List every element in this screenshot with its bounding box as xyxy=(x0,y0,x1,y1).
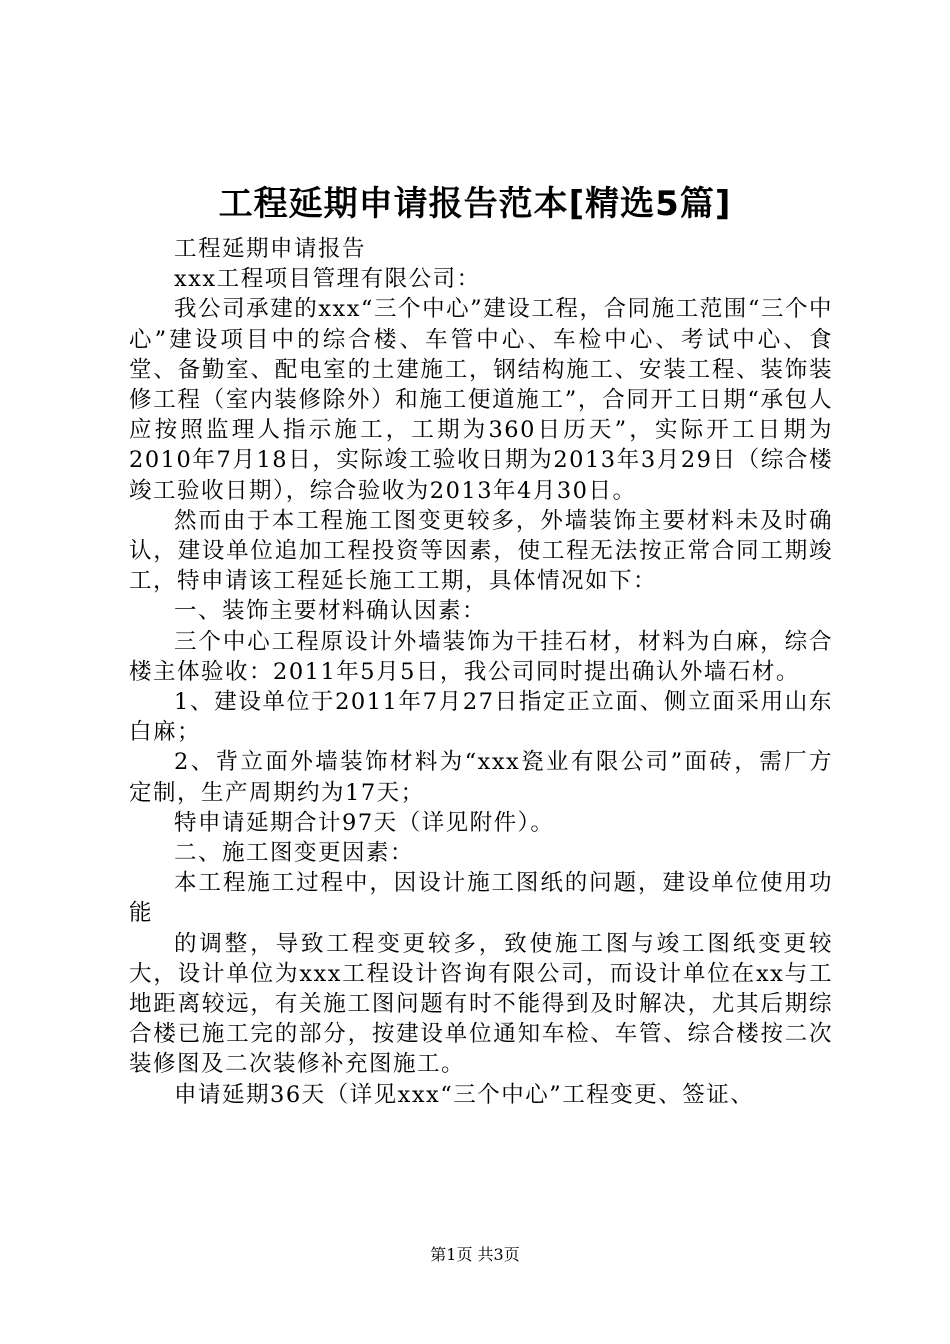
paragraph: 一、装饰主要材料确认因素： xyxy=(174,598,487,625)
paragraph: 特申请延期合计97天（详见附件）。 xyxy=(174,809,555,836)
paragraph: 工程延期申请报告 xyxy=(174,236,367,262)
paragraph: xxx工程项目管理有限公司： xyxy=(174,266,481,293)
paragraph: 本工程施工过程中，因设计施工图纸的问题，建设单位使用功能 xyxy=(129,870,833,927)
paragraph: 二、施工图变更因素： xyxy=(174,840,415,867)
paragraph: 1、建设单位于2011年7月27日指定正立面、侧立面采用山东白麻； xyxy=(129,689,833,746)
paragraph: 申请延期36天（详见xxx“三个中心”工程变更、签证、 xyxy=(174,1081,755,1108)
document-body xyxy=(129,234,833,1110)
page-number-footer: 第1页 共3页 xyxy=(430,1245,520,1264)
document-title: 工程延期申请报告范本[精选5篇] xyxy=(218,184,732,224)
paragraph: 然而由于本工程施工图变更较多，外墙装饰主要材料未及时确认，建设单位追加工程投资等因素，使工程无法按正常合同工期竣工，特申请该工程延长施工工期，具体情况如下： xyxy=(129,507,833,595)
paragraph: 2、背立面外墙装饰材料为“xxx瓷业有限公司”面砖，需厂方定制，生产周期约为17天； xyxy=(129,749,833,806)
paragraph: 我公司承建的xxx“三个中心”建设工程，合同施工范围“三个中心”建设项目中的综合楼、车管中心、车检中心、考试中心、食堂、备勤室、配电室的土建施工，钢结构施工、安装工程、装饰装修工程（室内装修除外）和施工便道施工”，合同开工日期“承包人应按照监理人指示施工，工期为360日历天”，实际开工日期为2010年7月18日，实际竣工验收日期为2013年3月29日（综合楼竣工验收日期），综合验收为2013年4月30日。 xyxy=(129,296,833,504)
paragraph: 三个中心工程原设计外墙装饰为干挂石材，材料为白麻，综合楼主体验收：2011年5月5日，我公司同时提出确认外墙石材。 xyxy=(129,628,833,685)
paragraph: 的调整，导致工程变更较多，致使施工图与竣工图纸变更较大，设计单位为xxx工程设计咨询有限公司，而设计单位在xx与工地距离较远，有关施工图问题有时不能得到及时解决，尤其后期综合楼已施工完的部分，按建设单位通知车检、车管、综合楼按二次装修图及二次装修补充图施工。 xyxy=(129,930,833,1078)
